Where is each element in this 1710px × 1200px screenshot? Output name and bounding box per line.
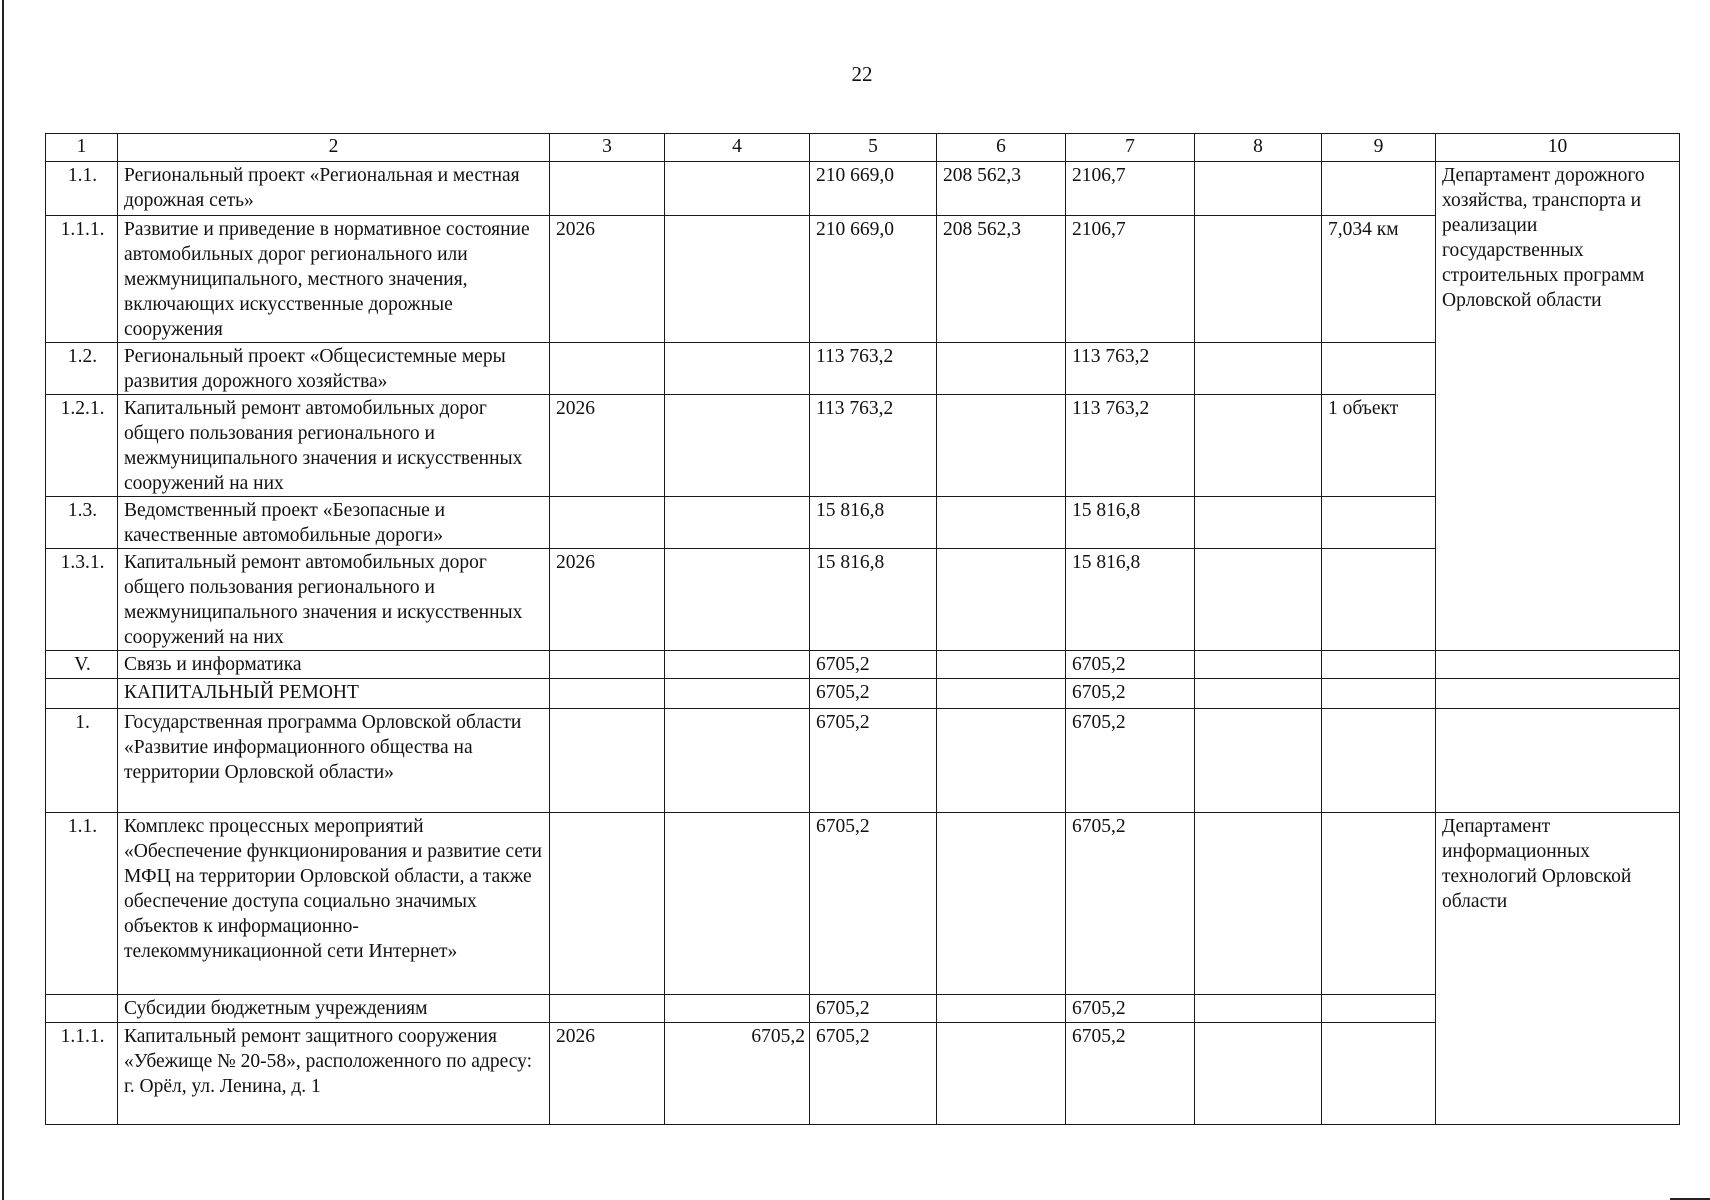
result-cell — [1322, 497, 1436, 549]
header-cell: 9 — [1322, 134, 1436, 162]
header-row — [46, 134, 1680, 162]
total-cell: 15 816,8 — [810, 549, 937, 651]
col7-cell: 15 816,8 — [1066, 549, 1195, 651]
col4-cell — [665, 162, 810, 216]
col8-cell — [1195, 709, 1322, 813]
col8-cell — [1195, 395, 1322, 497]
row-number: 1.3. — [46, 497, 118, 549]
row-number — [46, 679, 118, 709]
row-number: 1.1. — [46, 813, 118, 995]
department-road: Департамент дорожного хозяйства, транспорта и реализации государственных строительных программ Орловской области — [1436, 162, 1680, 651]
row-name: Региональный проект «Общесистемные меры развития дорожного хозяйства» — [118, 343, 550, 395]
header-cell: 4 — [665, 134, 810, 162]
col6-cell — [937, 813, 1066, 995]
header-cell: 7 — [1066, 134, 1195, 162]
row-name: Государственная программа Орловской области «Развитие информационного общества на территории Орловской области» — [118, 709, 550, 813]
col4-cell — [665, 813, 810, 995]
col7-cell: 6705,2 — [1066, 709, 1195, 813]
col4-cell — [665, 497, 810, 549]
total-cell: 113 763,2 — [810, 343, 937, 395]
year-cell: 2026 — [550, 1023, 665, 1125]
row-name: Региональный проект «Региональная и местная дорожная сеть» — [118, 162, 550, 216]
col8-cell — [1195, 549, 1322, 651]
department-cell — [1436, 709, 1680, 813]
row-name: КАПИТАЛЬНЫЙ РЕМОНТ — [118, 679, 550, 709]
table-row — [46, 995, 1680, 1023]
col8-cell — [1195, 497, 1322, 549]
col8-cell — [1195, 343, 1322, 395]
col6-cell — [937, 549, 1066, 651]
header-cell: 8 — [1195, 134, 1322, 162]
table-row — [46, 395, 1680, 497]
row-number: 1. — [46, 709, 118, 813]
year-cell — [550, 995, 665, 1023]
department-it: Департамент информационных технологий Орловской области — [1436, 813, 1680, 1125]
col6-cell — [937, 679, 1066, 709]
header-cell: 2 — [118, 134, 550, 162]
col8-cell — [1195, 679, 1322, 709]
col7-cell: 6705,2 — [1066, 813, 1195, 995]
total-cell: 15 816,8 — [810, 497, 937, 549]
col8-cell — [1195, 995, 1322, 1023]
col6-cell — [937, 395, 1066, 497]
row-number: 1.1.1. — [46, 1023, 118, 1125]
row-number: 1.1. — [46, 162, 118, 216]
table-row — [46, 679, 1680, 709]
col7-cell: 113 763,2 — [1066, 395, 1195, 497]
row-name: Связь и информатика — [118, 651, 550, 679]
table-row — [46, 343, 1680, 395]
col6-cell — [937, 1023, 1066, 1125]
year-cell: 2026 — [550, 549, 665, 651]
row-number: 1.2.1. — [46, 395, 118, 497]
col4-cell — [665, 709, 810, 813]
result-cell: 1 объект — [1322, 395, 1436, 497]
row-number: 1.2. — [46, 343, 118, 395]
result-cell — [1322, 709, 1436, 813]
col4-cell — [665, 343, 810, 395]
col8-cell — [1195, 1023, 1322, 1125]
result-cell — [1322, 995, 1436, 1023]
col6-cell: 208 562,3 — [937, 162, 1066, 216]
total-cell: 6705,2 — [810, 651, 937, 679]
col6-cell — [937, 343, 1066, 395]
budget-table — [45, 133, 1680, 1125]
year-cell — [550, 813, 665, 995]
col6-cell — [937, 651, 1066, 679]
col4-cell — [665, 216, 810, 343]
row-number: V. — [46, 651, 118, 679]
header-cell: 1 — [46, 134, 118, 162]
result-cell — [1322, 679, 1436, 709]
row-number: 1.3.1. — [46, 549, 118, 651]
col4-cell — [665, 395, 810, 497]
col8-cell — [1195, 813, 1322, 995]
result-cell — [1322, 651, 1436, 679]
header-cell: 6 — [937, 134, 1066, 162]
table-row — [46, 216, 1680, 343]
year-cell — [550, 162, 665, 216]
year-cell — [550, 709, 665, 813]
col6-cell — [937, 995, 1066, 1023]
row-name: Капитальный ремонт автомобильных дорог общего пользования регионального и межмуниципального значения и искусственных сооружений на них — [118, 549, 550, 651]
col8-cell — [1195, 216, 1322, 343]
total-cell: 113 763,2 — [810, 395, 937, 497]
col7-cell: 6705,2 — [1066, 651, 1195, 679]
total-cell: 210 669,0 — [810, 162, 937, 216]
col4-cell — [665, 651, 810, 679]
page-number: 22 — [851, 62, 873, 86]
table-row — [46, 709, 1680, 813]
table-row — [46, 1023, 1680, 1125]
total-cell: 6705,2 — [810, 679, 937, 709]
result-cell: 7,034 км — [1322, 216, 1436, 343]
row-name: Развитие и приведение в нормативное состояние автомобильных дорог регионального или межмуниципального, местного значения, включающих искусственные дорожные сооружения — [118, 216, 550, 343]
row-number — [46, 995, 118, 1023]
col6-cell — [937, 709, 1066, 813]
row-name: Комплекс процессных мероприятий «Обеспечение функционирования и развитие сети МФЦ на территории Орловской области, а также обеспечение доступа социально значимых объектов к информационно-телекоммуникационной сети Интернет» — [118, 813, 550, 995]
total-cell: 210 669,0 — [810, 216, 937, 343]
result-cell — [1322, 549, 1436, 651]
header-cell: 10 — [1436, 134, 1680, 162]
row-number: 1.1.1. — [46, 216, 118, 343]
table-row — [46, 651, 1680, 679]
result-cell — [1322, 1023, 1436, 1125]
result-cell — [1322, 162, 1436, 216]
result-cell — [1322, 343, 1436, 395]
row-name: Субсидии бюджетным учреждениям — [118, 995, 550, 1023]
table-row — [46, 497, 1680, 549]
total-cell: 6705,2 — [810, 995, 937, 1023]
year-cell: 2026 — [550, 216, 665, 343]
table-row — [46, 813, 1680, 995]
col8-cell — [1195, 162, 1322, 216]
col7-cell: 6705,2 — [1066, 679, 1195, 709]
result-cell — [1322, 813, 1436, 995]
table-row — [46, 162, 1680, 216]
col7-cell: 2106,7 — [1066, 162, 1195, 216]
year-cell — [550, 651, 665, 679]
total-cell: 6705,2 — [810, 1023, 937, 1125]
col4-cell — [665, 995, 810, 1023]
row-name: Ведомственный проект «Безопасные и качественные автомобильные дороги» — [118, 497, 550, 549]
col7-cell: 15 816,8 — [1066, 497, 1195, 549]
col4-cell: 6705,2 — [665, 1023, 810, 1125]
page-edge-left — [2, 0, 4, 1200]
header-cell: 3 — [550, 134, 665, 162]
department-cell — [1436, 651, 1680, 679]
department-cell — [1436, 679, 1680, 709]
col4-cell — [665, 549, 810, 651]
row-name: Капитальный ремонт защитного сооружения «Убежище № 20-58», расположенного по адресу: г. Орёл, ул. Ленина, д. 1 — [118, 1023, 550, 1125]
col6-cell: 208 562,3 — [937, 216, 1066, 343]
year-cell — [550, 497, 665, 549]
row-name: Капитальный ремонт автомобильных дорог общего пользования регионального и межмуниципального значения и искусственных сооружений на них — [118, 395, 550, 497]
col4-cell — [665, 679, 810, 709]
col7-cell: 6705,2 — [1066, 1023, 1195, 1125]
year-cell — [550, 343, 665, 395]
total-cell: 6705,2 — [810, 813, 937, 995]
col7-cell: 6705,2 — [1066, 995, 1195, 1023]
table-row — [46, 549, 1680, 651]
header-cell: 5 — [810, 134, 937, 162]
year-cell: 2026 — [550, 395, 665, 497]
col7-cell: 113 763,2 — [1066, 343, 1195, 395]
year-cell — [550, 679, 665, 709]
col8-cell — [1195, 651, 1322, 679]
col6-cell — [937, 497, 1066, 549]
col7-cell: 2106,7 — [1066, 216, 1195, 343]
total-cell: 6705,2 — [810, 709, 937, 813]
